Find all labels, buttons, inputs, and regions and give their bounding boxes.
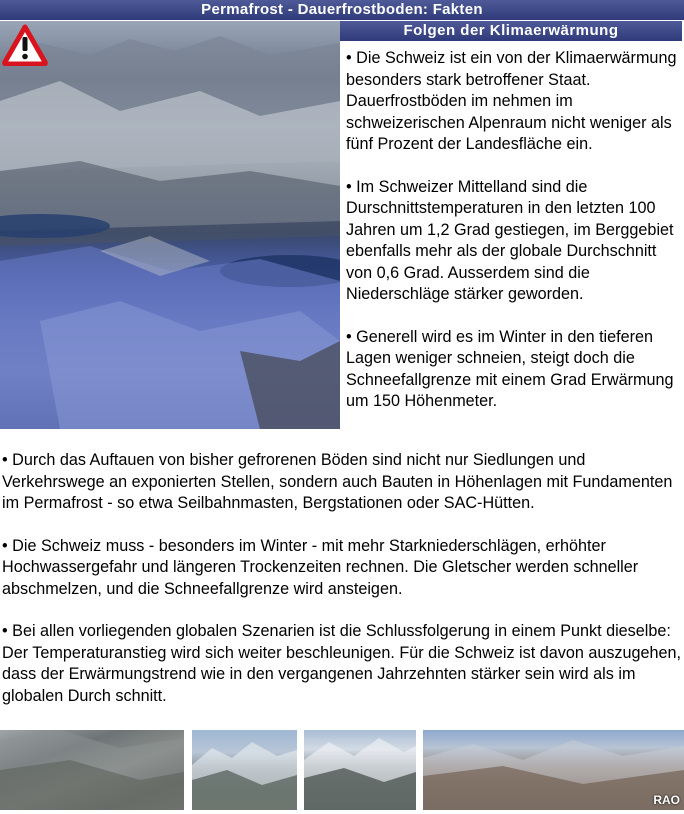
alpine-valley-photo <box>423 730 684 810</box>
paragraph: • Bei allen vorliegenden globalen Szenarien ist die Schlussfolgerung in einem Punkt dieselbe: Der Temperaturanstieg wird sich weiter beschleunigen. Für die Schweiz ist davon auszugehen, dass der Erwärmungstrend wie in den vergangenen Jahrzehnten stärker sein wird als im globalen Durch schnitt. <box>2 622 682 705</box>
page-title: Permafrost - Dauerfrostboden: Fakten <box>0 0 684 20</box>
paragraph: • Durch das Auftauen von bisher gefrorenen Böden sind nicht nur Siedlungen und Verkehrswege an exponierten Stellen, sondern auch Bauten in Höhenlagen mit Fundamenten im Permafrost - so etwa Seilbahnmasten, Bergstationen oder SAC-Hütten. <box>2 451 673 512</box>
paragraph: • Die Schweiz ist ein von der Klimaerwärmung besonders stark betroffener Staat. Dauerfrostböden im nehmen im schweizerischen Alpenraum nicht weniger als fünf Prozent der Landesfläche ein. <box>346 49 677 153</box>
mountain-landscape-illustration <box>0 21 340 429</box>
photo-credit: RAO <box>653 793 680 807</box>
mountain-range-photo <box>192 730 297 810</box>
paragraph: • Im Schweizer Mittelland sind die Durschnittstemperaturen in den letzten 100 Jahren um 1,2 Grad gestiegen, im Berggebiet ebenfalls mehr als der globale Durchschnitt von 0,6 Grad. Ausserdem sind die Niederschläge stärker geworden. <box>346 177 674 303</box>
right-column-text <box>346 48 682 434</box>
mountain-landscape-photo <box>0 21 340 429</box>
warning-sign-icon <box>2 24 48 66</box>
full-width-text <box>2 450 682 728</box>
snowy-peaks-photo <box>304 730 416 810</box>
rocky-slope-photo <box>0 730 184 810</box>
section-title: Folgen der Klimaerwärmung <box>340 21 682 41</box>
paragraph: • Generell wird es im Winter in den tieferen Lagen weniger schneien, steigt doch die Schneefallgrenze mit einem Grad Erwärmung um 150 Höhenmeter. <box>346 327 674 410</box>
paragraph: • Die Schweiz muss - besonders im Winter - mit mehr Starkniederschlägen, erhöhter Hochwassergefahr und längeren Trockenzeiten rechnen. Die Gletscher werden schneller abschmelzen, und die Schneefallgrenze wird ansteigen. <box>2 536 639 598</box>
